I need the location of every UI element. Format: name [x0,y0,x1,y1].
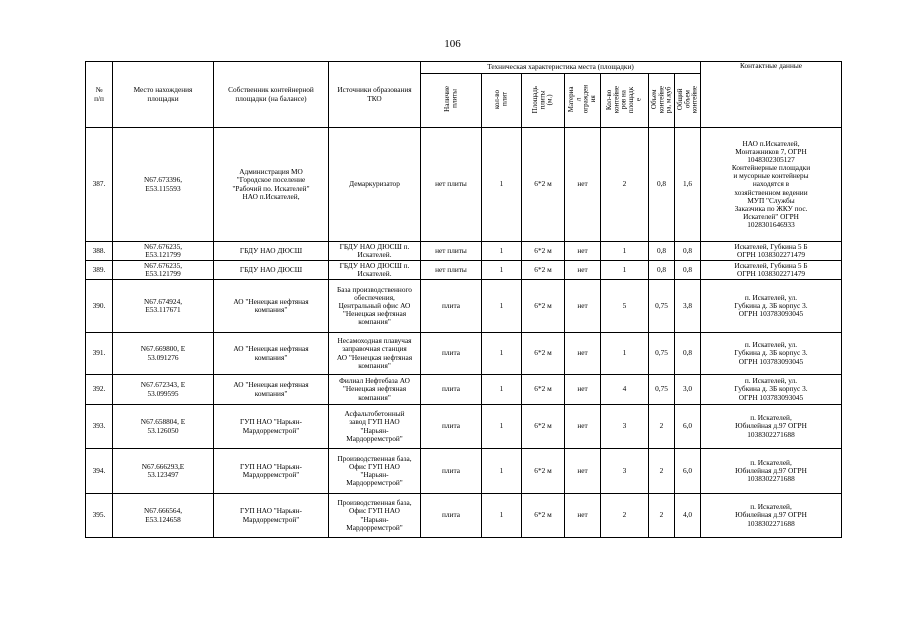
plate-count-cell: 1 [482,242,522,261]
source-cell: ГБДУ НАО ДЮСШ п. Искателей. [329,242,421,261]
total-volume-cell: 6,0 [675,449,701,494]
subheader-area: Площадь плиты (м.) [530,85,554,114]
subheader-containers: Кол-во контейне ров на площадк е [605,85,643,113]
subheader-total-volume: Общий объем контейне [676,85,699,113]
fence-cell: нет [565,128,601,242]
plate-count-cell: 1 [482,333,522,375]
owner-cell: ГУП НАО "Нарьян- Мардорремстрой" [214,405,329,449]
plate-area-cell: 6*2 м [522,375,565,405]
header-source: Источники образования ТКО [329,62,421,128]
plate-area-cell: 6*2 м [522,242,565,261]
container-count-cell: 3 [601,405,649,449]
plate-count-cell: 1 [482,494,522,538]
plate-cell: нет плиты [421,261,482,280]
table-row [86,128,842,242]
owner-cell: ГУП НАО "Нарьян- Мардорремстрой" [214,494,329,538]
contact-cell: п. Искателей, ул. Губкина д. 3Б корпус 3. ОГРН 103783093045 [701,375,842,405]
plate-area-cell: 6*2 м [522,449,565,494]
row-number: 388. [86,242,113,261]
header-num: № п/п [86,62,113,128]
total-volume-cell: 0,8 [675,333,701,375]
contact-cell: п. Искателей, Юбилейная д.97 ОГРН 1038302271688 [701,494,842,538]
plate-area-cell: 6*2 м [522,333,565,375]
owner-cell: Администрация МО "Городское поселение "Рабочий по. Искателей" НАО п.Искателей, [214,128,329,242]
fence-cell: нет [565,494,601,538]
source-cell: Демаркуризатор [329,128,421,242]
container-count-cell: 5 [601,280,649,333]
total-volume-cell: 3,8 [675,280,701,333]
owner-cell: ГБДУ НАО ДЮСШ [214,242,329,261]
plate-cell: нет плиты [421,242,482,261]
table-row [86,494,842,538]
plate-area-cell: 6*2 м [522,128,565,242]
location-cell: N67.666293,E 53.123497 [113,449,214,494]
plate-cell: плита [421,333,482,375]
location-cell: N67.674924, E53.117671 [113,280,214,333]
container-volume-cell: 0,75 [649,280,675,333]
container-count-cell: 2 [601,128,649,242]
container-count-cell: 1 [601,261,649,280]
source-cell: Филиал Нефтебаза АО "Ненецкая нефтяная компания" [329,375,421,405]
fence-cell: нет [565,333,601,375]
container-count-cell: 3 [601,449,649,494]
location-cell: N67.676235, E53.121799 [113,261,214,280]
container-volume-cell: 0,8 [649,261,675,280]
plate-count-cell: 1 [482,280,522,333]
container-volume-cell: 0,8 [649,128,675,242]
contact-cell: п. Искателей, Юбилейная д.97 ОГРН 1038302271688 [701,449,842,494]
location-cell: N67.672343, E 53.099595 [113,375,214,405]
fence-cell: нет [565,405,601,449]
contact-cell: п. Искателей, Юбилейная д.97 ОГРН 1038302271688 [701,405,842,449]
table-row [86,333,842,375]
total-volume-cell: 3,0 [675,375,701,405]
subheader-fence: Материа л огражден ия [566,85,597,114]
source-cell: ГБДУ НАО ДЮСШ п. Искателей. [329,261,421,280]
plate-cell: плита [421,375,482,405]
location-cell: N67.658804, E 53.126050 [113,405,214,449]
location-cell: N67.676235, E53.121799 [113,242,214,261]
plate-count-cell: 1 [482,449,522,494]
header-owner: Собственник контейнерной площадки (на балансе) [214,62,329,128]
table-row [86,280,842,333]
table-row [86,405,842,449]
contact-cell: Искателей, Губкина 5 Б ОГРН 1038302271479 [701,242,842,261]
plate-cell: нет плиты [421,128,482,242]
container-volume-cell: 2 [649,449,675,494]
owner-cell: ГУП НАО "Нарьян- Мардорремстрой" [214,449,329,494]
page-number: 106 [444,38,461,50]
location-cell: N67.673396, E53.115593 [113,128,214,242]
header-contacts: Контактные данные [701,62,842,128]
container-count-cell: 1 [601,242,649,261]
contact-cell: п. Искателей, ул. Губкина д. 3Б корпус 3. ОГРН 103783093045 [701,280,842,333]
fence-cell: нет [565,261,601,280]
location-cell: N67.669800, E 53.091276 [113,333,214,375]
total-volume-cell: 0,8 [675,242,701,261]
fence-cell: нет [565,375,601,405]
subheader-volume: Объем контейне ра, м.куб [650,85,673,113]
row-number: 394. [86,449,113,494]
total-volume-cell: 4,0 [675,494,701,538]
source-cell: База производственного обеспечения, Центральный офис АО "Ненецкая нефтяная компания" [329,280,421,333]
fence-cell: нет [565,449,601,494]
row-number: 391. [86,333,113,375]
container-count-cell: 2 [601,494,649,538]
source-cell: Несамоходная плавучая заправочная станция АО "Ненецкая нефтяная компания" [329,333,421,375]
row-number: 393. [86,405,113,449]
owner-cell: АО "Ненецкая нефтяная компания" [214,280,329,333]
plate-area-cell: 6*2 м [522,494,565,538]
plate-cell: плита [421,405,482,449]
plate-area-cell: 6*2 м [522,261,565,280]
total-volume-cell: 0,8 [675,261,701,280]
row-number: 387. [86,128,113,242]
container-volume-cell: 0,75 [649,375,675,405]
owner-cell: АО "Ненецкая нефтяная компания" [214,333,329,375]
subheader-plate: Наличие плиты [442,86,458,113]
fence-cell: нет [565,280,601,333]
container-volume-cell: 0,8 [649,242,675,261]
location-cell: N67.666564, E53.124658 [113,494,214,538]
plate-cell: плита [421,494,482,538]
container-volume-cell: 2 [649,494,675,538]
table-row [86,242,842,261]
total-volume-cell: 1,6 [675,128,701,242]
plate-count-cell: 1 [482,375,522,405]
row-number: 395. [86,494,113,538]
table-row [86,261,842,280]
container-volume-cell: 2 [649,405,675,449]
subheader-count: кол-во плит [493,89,509,109]
plate-count-cell: 1 [482,405,522,449]
table-row [86,449,842,494]
plate-count-cell: 1 [482,261,522,280]
row-number: 389. [86,261,113,280]
table-row [86,375,842,405]
source-cell: Производственная база, Офис ГУП НАО "Нарьян- Мардорремстрой" [329,449,421,494]
fence-cell: нет [565,242,601,261]
plate-cell: плита [421,449,482,494]
header-tech: Техническая характеристика места (площадки) [421,62,701,74]
contact-cell: НАО п.Искателей, Монтажников 7, ОГРН 1048302305127 Контейнерные площадки и мусорные контейнеры находятся в хозяйственном ведении МУП "Службы Заказчика по ЖКУ пос. Искателей" ОГРН 1028301646933 [701,128,842,242]
owner-cell: ГБДУ НАО ДЮСШ [214,261,329,280]
plate-cell: плита [421,280,482,333]
contact-cell: п. Искателей, ул. Губкина д. 3Б корпус 3. ОГРН 103783093045 [701,333,842,375]
row-number: 392. [86,375,113,405]
register-table [85,61,842,538]
plate-count-cell: 1 [482,128,522,242]
total-volume-cell: 6,0 [675,405,701,449]
container-count-cell: 1 [601,333,649,375]
row-number: 390. [86,280,113,333]
header-location: Место нахождения площадки [113,62,214,128]
owner-cell: АО "Ненецкая нефтяная компания" [214,375,329,405]
source-cell: Производственная база, Офис ГУП НАО "Нарьян- Мардорремстрой" [329,494,421,538]
source-cell: Асфальтобетонный завод ГУП НАО "Нарьян- Мардорремстрой" [329,405,421,449]
container-count-cell: 4 [601,375,649,405]
container-volume-cell: 0,75 [649,333,675,375]
contact-cell: Искателей, Губкина 5 Б ОГРН 1038302271479 [701,261,842,280]
plate-area-cell: 6*2 м [522,280,565,333]
plate-area-cell: 6*2 м [522,405,565,449]
